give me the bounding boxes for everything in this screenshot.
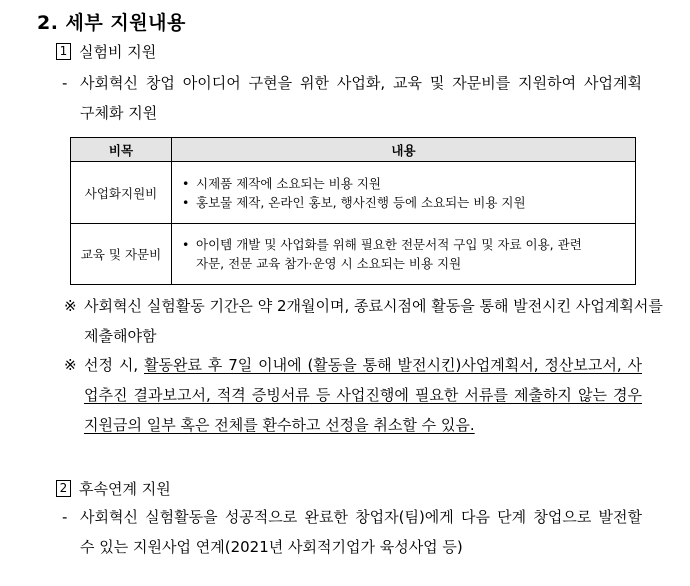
description-line: 수 있는 지원사업 연계(2021년 사회적기업가 육성사업 등) bbox=[80, 538, 463, 556]
note-1 bbox=[84, 291, 663, 351]
underlined-text: 활동완료 후 7일 이내에 (활동을 통해 발전시킨)사업계획서, 정산보고서, 사 bbox=[144, 356, 642, 374]
subsection-1-description bbox=[80, 68, 642, 128]
table-row bbox=[71, 162, 636, 224]
note-line: 제출해야함 bbox=[84, 327, 157, 345]
description-line: 사회혁신 실험활동을 성공적으로 완료한 창업자(팀)에게 다음 단계 창업으로 발전할 bbox=[80, 508, 642, 526]
note-line: 지원금의 일부 혹은 전체를 환수하고 선정을 취소할 수 있음. bbox=[84, 416, 475, 434]
subsection-2-label: 후속연계 지원 bbox=[79, 480, 171, 498]
section-number-box: 1 bbox=[56, 43, 71, 60]
list-item-continuation: 자문, 전문 교육 참가·운영 시 소요되는 비용 지원 bbox=[196, 256, 462, 271]
list-item: • 아이템 개발 및 사업화를 위해 필요한 전문서적 구입 및 자료 이용, 관련 bbox=[182, 237, 582, 252]
description-line: 구체화 지원 bbox=[80, 104, 158, 122]
note-line: 선정 시, 활동완료 후 7일 이내에 (활동을 통해 발전시킨)사업계획서, 정산보고서, 사 bbox=[84, 356, 642, 374]
table-header-content: 내용 bbox=[172, 138, 636, 162]
note-2 bbox=[84, 350, 642, 440]
dash-marker: - bbox=[62, 508, 68, 526]
subsection-1-title bbox=[56, 41, 156, 62]
table-cell-items bbox=[172, 224, 636, 285]
note-mark: ※ bbox=[64, 356, 77, 374]
table-cell-category: 교육 및 자문비 bbox=[71, 224, 172, 285]
table-cell-items bbox=[172, 162, 636, 224]
bullet-icon: • bbox=[182, 175, 190, 191]
bullet-icon: • bbox=[182, 237, 190, 252]
budget-table bbox=[70, 137, 636, 285]
section-number-box: 2 bbox=[56, 480, 71, 497]
subsection-2-title bbox=[56, 478, 171, 499]
description-line: 사회혁신 창업 아이디어 구현을 위한 사업화, 교육 및 자문비를 지원하여 사업계획 bbox=[80, 74, 642, 92]
bullet-icon: • bbox=[182, 194, 190, 210]
list-item: • 시제품 제작에 소요되는 비용 지원 bbox=[182, 175, 381, 191]
section-heading: 2. 세부 지원내용 bbox=[37, 12, 186, 34]
table-header-row bbox=[71, 138, 636, 162]
dash-marker: - bbox=[62, 74, 68, 92]
table-header-category: 비목 bbox=[71, 138, 172, 162]
table-cell-category: 사업화지원비 bbox=[71, 162, 172, 224]
subsection-1-label: 실험비 지원 bbox=[79, 43, 157, 61]
note-line: 사회혁신 실험활동 기간은 약 2개월이며, 종료시점에 활동을 통해 발전시킨 사업계획서를 bbox=[84, 297, 663, 315]
list-item: • 홍보물 제작, 온라인 홍보, 행사진행 등에 소요되는 비용 지원 bbox=[182, 194, 526, 210]
table-row bbox=[71, 224, 636, 285]
subsection-2-description bbox=[80, 502, 642, 562]
note-mark: ※ bbox=[64, 297, 77, 315]
note-line: 업추진 결과보고서, 적격 증빙서류 등 사업진행에 필요한 서류를 제출하지 않는 경우 bbox=[84, 386, 642, 404]
